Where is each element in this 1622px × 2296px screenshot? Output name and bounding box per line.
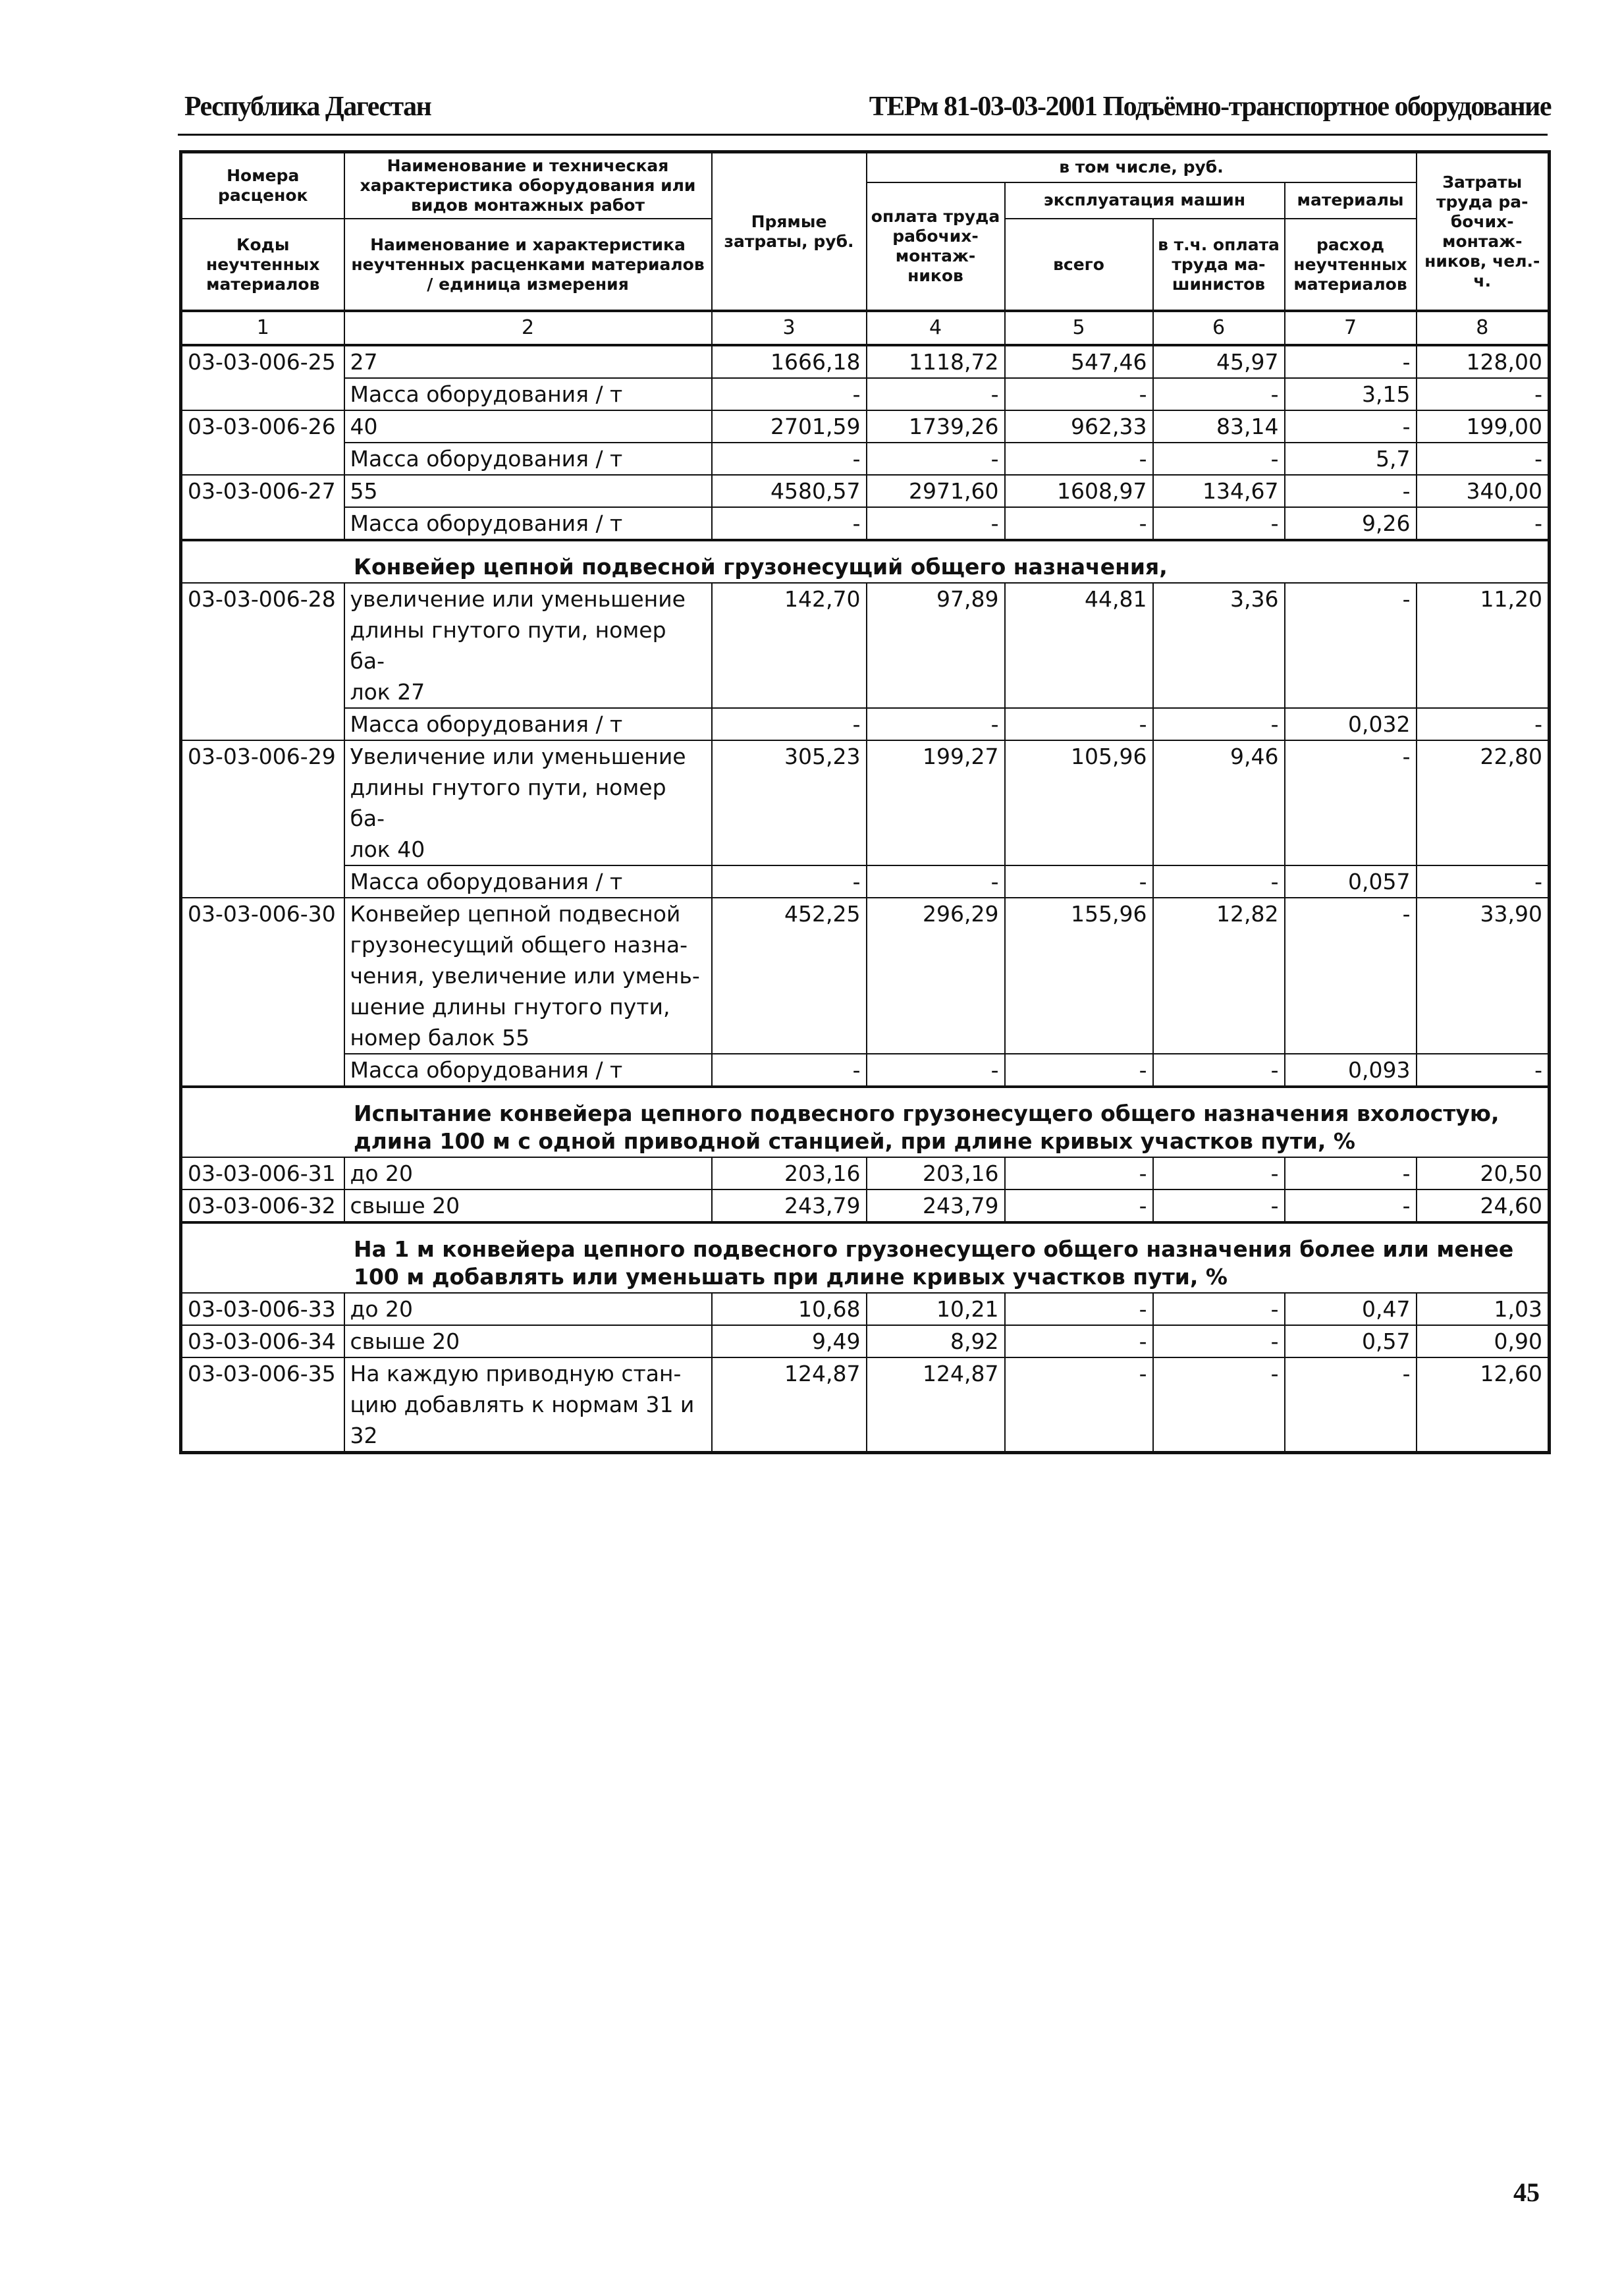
table-row-mass [181, 378, 1550, 410]
machine-cost: - [1005, 1157, 1153, 1189]
mass-labor: - [867, 708, 1005, 740]
materials-cost: - [1285, 1357, 1417, 1453]
table-row [181, 410, 1550, 443]
colnum: 5 [1005, 311, 1153, 345]
col1-header-top: Номера расценок [181, 152, 344, 219]
labor-cost: 10,21 [867, 1293, 1005, 1325]
table-row-mass [181, 708, 1550, 740]
mass-mach: - [1005, 378, 1153, 410]
col8-header: Затраты труда ра-бочих-монтаж-ников, чел.-ч. [1417, 152, 1550, 312]
work-name: На каждую приводную стан- цию добавлять к нормам 31 и 32 [344, 1357, 712, 1453]
work-name: 40 [344, 410, 712, 443]
colnum: 4 [867, 311, 1005, 345]
rate-code: 03-03-006-25 [181, 345, 344, 410]
mass-direct: - [712, 708, 867, 740]
table-row-mass [181, 865, 1550, 898]
machine-cost: 44,81 [1005, 583, 1153, 708]
col2-header-top: Наименование и техническая характеристика оборудования или видов монтажных работ [344, 152, 712, 219]
machinist-labor-cost: - [1153, 1157, 1285, 1189]
work-name: увеличение или уменьшение длины гнутого пути, номер ба- лок 27 [344, 583, 712, 708]
labor-cost: 124,87 [867, 1357, 1005, 1453]
col4-header: оплата труда рабочих-монтаж-ников [867, 182, 1005, 312]
section-heading-row [181, 1087, 1550, 1157]
section-heading: Конвейер цепной подвесной грузонесущий общего назначения, [181, 540, 1550, 583]
machine-cost: 155,96 [1005, 898, 1153, 1054]
direct-cost: 4580,57 [712, 475, 867, 507]
mass-label: Масса оборудования / т [344, 865, 712, 898]
rate-code: 03-03-006-33 [181, 1293, 344, 1325]
mass-direct: - [712, 865, 867, 898]
machinist-labor-cost: - [1153, 1357, 1285, 1453]
machinist-labor-cost: 12,82 [1153, 898, 1285, 1054]
table-row [181, 740, 1550, 865]
work-name: свыше 20 [344, 1325, 712, 1357]
materials-cost: - [1285, 410, 1417, 443]
machinist-labor-cost: 3,36 [1153, 583, 1285, 708]
direct-cost: 10,68 [712, 1293, 867, 1325]
materials-cost: - [1285, 898, 1417, 1054]
mass-mach-labor: - [1153, 443, 1285, 475]
materials-cost: - [1285, 475, 1417, 507]
table-row [181, 1293, 1550, 1325]
rates-table [179, 150, 1551, 1454]
col7-header: расход неучтенных материалов [1285, 219, 1417, 311]
direct-cost: 2701,59 [712, 410, 867, 443]
mass-mach: - [1005, 865, 1153, 898]
section-heading: На 1 м конвейера цепного подвесного грузонесущего общего назначения более или менее 100 м добавлять или уменьшать при длине кривых участков пути, % [181, 1222, 1550, 1293]
labor-cost: 243,79 [867, 1189, 1005, 1222]
table-row [181, 1325, 1550, 1357]
labor-hours: 22,80 [1417, 740, 1550, 865]
labor-hours: 340,00 [1417, 475, 1550, 507]
direct-cost: 452,25 [712, 898, 867, 1054]
direct-cost: 203,16 [712, 1157, 867, 1189]
mass-mach: - [1005, 443, 1153, 475]
mass-labor: - [867, 443, 1005, 475]
machine-cost: - [1005, 1325, 1153, 1357]
column-numbers-row [181, 311, 1550, 345]
machine-cost: - [1005, 1357, 1153, 1453]
materials-cost: - [1285, 583, 1417, 708]
table-row [181, 583, 1550, 708]
mass-hours: - [1417, 443, 1550, 475]
colnum: 7 [1285, 311, 1417, 345]
mass-mach-labor: - [1153, 378, 1285, 410]
machinist-labor-cost: 45,97 [1153, 345, 1285, 378]
mass-label: Масса оборудования / т [344, 708, 712, 740]
work-name: 27 [344, 345, 712, 378]
labor-cost: 296,29 [867, 898, 1005, 1054]
rate-code: 03-03-006-34 [181, 1325, 344, 1357]
rate-code: 03-03-006-26 [181, 410, 344, 475]
direct-cost: 1666,18 [712, 345, 867, 378]
mass-hours: - [1417, 378, 1550, 410]
work-name: 55 [344, 475, 712, 507]
mass-hours: - [1417, 1054, 1550, 1087]
mass-mach-labor: - [1153, 1054, 1285, 1087]
materials-cost: - [1285, 1157, 1417, 1189]
rate-code: 03-03-006-35 [181, 1357, 344, 1453]
mass-labor: - [867, 1054, 1005, 1087]
materials-cost: 0,57 [1285, 1325, 1417, 1357]
mass-mach-labor: - [1153, 708, 1285, 740]
col1-header-bottom: Коды неучтенных материалов [181, 219, 344, 311]
materials-cost: - [1285, 740, 1417, 865]
mass-hours: - [1417, 507, 1550, 540]
materials-header: материалы [1285, 182, 1417, 219]
mass-labor: - [867, 865, 1005, 898]
mass-labor: - [867, 378, 1005, 410]
labor-hours: 1,03 [1417, 1293, 1550, 1325]
colnum: 8 [1417, 311, 1550, 345]
labor-cost: 97,89 [867, 583, 1005, 708]
machine-cost: - [1005, 1189, 1153, 1222]
mass-label: Масса оборудования / т [344, 1054, 712, 1087]
mass-direct: - [712, 378, 867, 410]
direct-cost: 124,87 [712, 1357, 867, 1453]
machinist-labor-cost: - [1153, 1189, 1285, 1222]
work-name: Конвейер цепной подвесной грузонесущий общего назна- чения, увеличение или умень- шение длины гнутого пути, номер балок 55 [344, 898, 712, 1054]
mass-material: 0,093 [1285, 1054, 1417, 1087]
col6-header: в т.ч. оплата труда ма-шинистов [1153, 219, 1285, 311]
labor-hours: 24,60 [1417, 1189, 1550, 1222]
col3-header: Прямые затраты, руб. [712, 152, 867, 312]
mass-material: 0,057 [1285, 865, 1417, 898]
mass-direct: - [712, 507, 867, 540]
labor-cost: 1739,26 [867, 410, 1005, 443]
machinist-labor-cost: - [1153, 1325, 1285, 1357]
colnum: 6 [1153, 311, 1285, 345]
colnum: 1 [181, 311, 344, 345]
materials-cost: - [1285, 1189, 1417, 1222]
mass-material: 9,26 [1285, 507, 1417, 540]
mass-label: Масса оборудования / т [344, 443, 712, 475]
materials-cost: - [1285, 345, 1417, 378]
table-row [181, 898, 1550, 1054]
col5-header: всего [1005, 219, 1153, 311]
direct-cost: 243,79 [712, 1189, 867, 1222]
table-row [181, 345, 1550, 378]
incl-header: в том числе, руб. [867, 152, 1417, 182]
labor-cost: 8,92 [867, 1325, 1005, 1357]
table-row-mass [181, 507, 1550, 540]
mass-mach: - [1005, 708, 1153, 740]
labor-hours: 33,90 [1417, 898, 1550, 1054]
mass-hours: - [1417, 865, 1550, 898]
labor-cost: 2971,60 [867, 475, 1005, 507]
header-rule [178, 134, 1548, 136]
running-header-right: ТЕРм 81-03-03-2001 Подъёмно-транспортное оборудование [869, 92, 1551, 122]
machinist-labor-cost: 134,67 [1153, 475, 1285, 507]
mass-direct: - [712, 443, 867, 475]
work-name: до 20 [344, 1157, 712, 1189]
section-heading-row [181, 540, 1550, 583]
machine-cost: - [1005, 1293, 1153, 1325]
work-name: до 20 [344, 1293, 712, 1325]
rate-code: 03-03-006-32 [181, 1189, 344, 1222]
mass-material: 3,15 [1285, 378, 1417, 410]
mass-label: Масса оборудования / т [344, 378, 712, 410]
mass-mach-labor: - [1153, 507, 1285, 540]
table-row [181, 1189, 1550, 1222]
labor-hours: 20,50 [1417, 1157, 1550, 1189]
materials-cost: 0,47 [1285, 1293, 1417, 1325]
machinist-labor-cost: 83,14 [1153, 410, 1285, 443]
labor-cost: 203,16 [867, 1157, 1005, 1189]
mass-material: 0,032 [1285, 708, 1417, 740]
colnum: 2 [344, 311, 712, 345]
table-row-mass [181, 1054, 1550, 1087]
direct-cost: 142,70 [712, 583, 867, 708]
running-header-left: Республика Дагестан [184, 92, 431, 122]
labor-cost: 1118,72 [867, 345, 1005, 378]
section-heading: Испытание конвейера цепного подвесного грузонесущего общего назначения вхолостую, длина 100 м с одной приводной станцией, при длине кривых участков пути, % [181, 1087, 1550, 1157]
machine-cost: 547,46 [1005, 345, 1153, 378]
rate-code: 03-03-006-28 [181, 583, 344, 740]
col2-header-bottom: Наименование и характеристика неучтенных расценками материалов / единица измерения [344, 219, 712, 311]
labor-hours: 128,00 [1417, 345, 1550, 378]
labor-hours: 12,60 [1417, 1357, 1550, 1453]
machines-header: эксплуатация машин [1005, 182, 1285, 219]
mass-hours: - [1417, 708, 1550, 740]
mass-mach: - [1005, 507, 1153, 540]
direct-cost: 9,49 [712, 1325, 867, 1357]
rate-code: 03-03-006-27 [181, 475, 344, 540]
colnum: 3 [712, 311, 867, 345]
machine-cost: 962,33 [1005, 410, 1153, 443]
labor-hours: 11,20 [1417, 583, 1550, 708]
table-row [181, 1157, 1550, 1189]
machinist-labor-cost: - [1153, 1293, 1285, 1325]
mass-mach-labor: - [1153, 865, 1285, 898]
rates-table-container [179, 150, 1548, 1454]
page-number: 45 [1513, 2177, 1540, 2207]
work-name: свыше 20 [344, 1189, 712, 1222]
work-name: Увеличение или уменьшение длины гнутого пути, номер ба- лок 40 [344, 740, 712, 865]
mass-mach: - [1005, 1054, 1153, 1087]
mass-label: Масса оборудования / т [344, 507, 712, 540]
table-row [181, 1357, 1550, 1453]
table-row [181, 475, 1550, 507]
labor-cost: 199,27 [867, 740, 1005, 865]
direct-cost: 305,23 [712, 740, 867, 865]
rate-code: 03-03-006-29 [181, 740, 344, 898]
labor-hours: 199,00 [1417, 410, 1550, 443]
machine-cost: 105,96 [1005, 740, 1153, 865]
machine-cost: 1608,97 [1005, 475, 1153, 507]
mass-material: 5,7 [1285, 443, 1417, 475]
rate-code: 03-03-006-30 [181, 898, 344, 1087]
table-row-mass [181, 443, 1550, 475]
section-heading-row [181, 1222, 1550, 1293]
machinist-labor-cost: 9,46 [1153, 740, 1285, 865]
mass-direct: - [712, 1054, 867, 1087]
labor-hours: 0,90 [1417, 1325, 1550, 1357]
mass-labor: - [867, 507, 1005, 540]
rate-code: 03-03-006-31 [181, 1157, 344, 1189]
